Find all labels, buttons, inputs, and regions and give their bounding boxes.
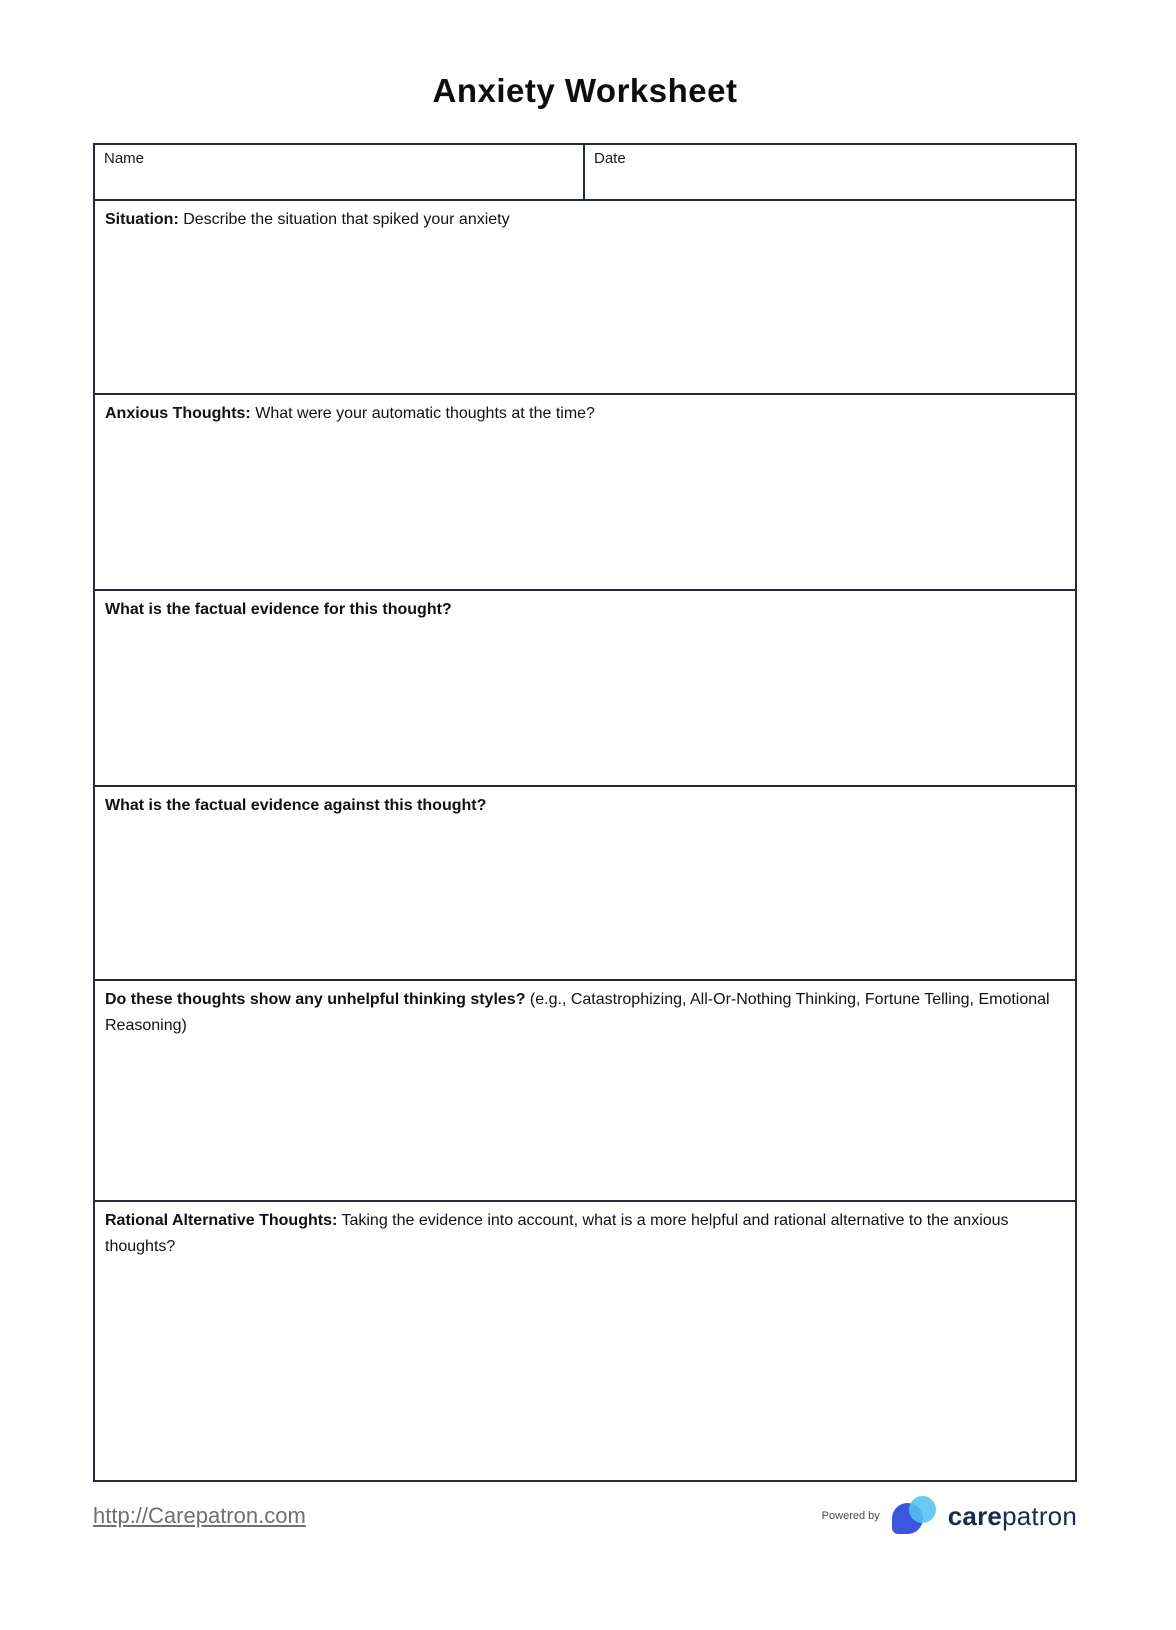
situation-input-area[interactable]: [105, 233, 1065, 385]
section-heading: [105, 401, 1065, 427]
section-label: Situation:: [105, 211, 179, 228]
date-label: Date: [594, 150, 626, 167]
name-input-area[interactable]: [104, 167, 574, 194]
section-row-situation: [95, 199, 1075, 393]
section-description: (e.g., Catastrophizing, All-Or-Nothing Thinking, Fortune Telling, Emotional Reasoning): [105, 991, 1050, 1034]
section-heading: [105, 987, 1065, 1039]
name-cell[interactable]: [95, 145, 585, 199]
carepatron-link[interactable]: http://Carepatron.com: [93, 1503, 306, 1528]
section-heading: [105, 597, 1065, 623]
date-cell[interactable]: [585, 145, 1075, 199]
page-title: Anxiety Worksheet: [432, 72, 738, 109]
name-label: Name: [104, 150, 145, 167]
powered-by-label: Powered by: [821, 1510, 880, 1522]
powered-by-block: [822, 1496, 1077, 1536]
section-heading: [105, 1208, 1065, 1260]
anxious-thoughts-input-area[interactable]: [105, 427, 1065, 581]
section-heading: [105, 207, 1065, 233]
section-row-rational-alternative: [95, 1200, 1075, 1480]
section-label: Do these thoughts show any unhelpful thinking styles?: [105, 991, 526, 1008]
section-description: What were your automatic thoughts at the time?: [255, 405, 595, 422]
evidence-for-input-area[interactable]: [105, 623, 1065, 777]
carepatron-logo-icon: [892, 1496, 938, 1536]
evidence-against-input-area[interactable]: [105, 819, 1065, 971]
rational-alternative-input-area[interactable]: [105, 1260, 1065, 1472]
section-row-evidence-against: [95, 785, 1075, 979]
section-description: Describe the situation that spiked your anxiety: [183, 211, 510, 228]
section-row-unhelpful-styles: [95, 979, 1075, 1200]
date-input-area[interactable]: [594, 167, 1066, 194]
section-label: Anxious Thoughts:: [105, 405, 251, 422]
section-heading: [105, 793, 1065, 819]
name-date-row: [95, 145, 1075, 199]
carepatron-wordmark: [948, 1501, 1077, 1532]
section-label: What is the factual evidence against this thought?: [105, 797, 487, 814]
section-row-anxious-thoughts: [95, 393, 1075, 589]
page-footer: [93, 1496, 1077, 1536]
brand-text-regular: patron: [1002, 1500, 1077, 1531]
worksheet-page: [93, 0, 1077, 1536]
brand-text-bold: care: [947, 1500, 1003, 1531]
worksheet-table: [93, 143, 1077, 1482]
section-label: What is the factual evidence for this thought?: [105, 601, 452, 618]
unhelpful-styles-input-area[interactable]: [105, 1039, 1065, 1192]
speech-bubble-light-icon: [909, 1496, 936, 1523]
section-label: Rational Alternative Thoughts:: [105, 1212, 338, 1229]
section-row-evidence-for: [95, 589, 1075, 785]
section-description: Taking the evidence into account, what is a more helpful and rational alternative to the anxious thoughts?: [105, 1212, 1009, 1255]
